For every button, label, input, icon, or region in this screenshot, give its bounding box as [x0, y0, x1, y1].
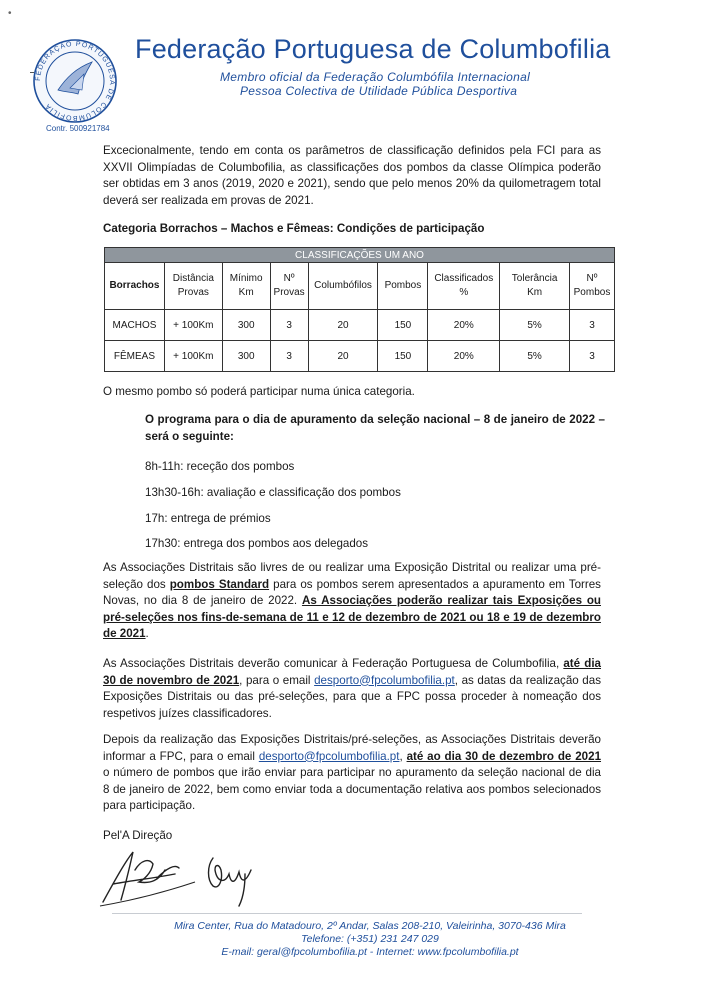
- header-cell: Distância Provas: [164, 263, 222, 310]
- table-cell: 150: [378, 341, 428, 372]
- footer-address: Mira Center, Rua do Matadouro, 2º Andar, Salas 208-210, Valeirinha, 3070-436 Mira: [174, 920, 566, 932]
- exhibitions-paragraph: As Associações Distritais são livres de ou realizar uma Exposição Distrital ou realizar uma pré-seleção dos pombos Standard para os pombos serem apresentados a apuramento em Torres Novas, no dia 8 de janeiro de 2022. As Associações poderão realizar tais Exposições ou pré-seleções nos fins-de-semana de 11 e 12 de dezembro de 2021 ou 18 e 19 de dezembro de 2021.: [103, 561, 601, 641]
- email-link[interactable]: desporto@fpcolumbofilia.pt: [258, 749, 400, 763]
- table-banner: CLASSIFICAÇÕES UM ANO: [105, 248, 615, 263]
- header-cell: Columbófilos: [308, 263, 378, 310]
- signature-label: Pel'A Direção: [103, 829, 173, 842]
- schedule-item: 8h-11h: receção dos pombos: [145, 460, 295, 473]
- handwritten-signature: [95, 840, 295, 910]
- intro-paragraph: Excecionalmente, tendo em conta os parâmetros de classificação definidos pela FCI para as XXVII Olimpíadas de Columbofilia, as classificações dos pombos da classe Olímpica poderão ser obtidas em 3 anos (2019, 2020 e 2021), sendo que pelo menos 20% da quilometragem total deverá ser realizada em provas de 2021.: [103, 144, 601, 207]
- table-row-femeas: [105, 341, 615, 372]
- standard-pigeons-emphasis: pombos Standard: [169, 577, 270, 591]
- schedule-item: 17h: entrega de prémios: [145, 512, 271, 525]
- table-cell: 3: [270, 341, 308, 372]
- table-cell: 20%: [428, 310, 500, 341]
- footer-phone: Telefone: (+351) 231 247 029: [301, 933, 439, 945]
- deadline-emphasis: até dia 30 de novembro de 2021: [103, 657, 601, 687]
- svg-text:FEDERAÇÃO PORTUGUESA DE COLUMB: FEDERAÇÃO PORTUGUESA DE COLUMBOFILIA: [34, 40, 116, 122]
- header-cell: Borrachos: [105, 263, 165, 310]
- single-category-note: O mesmo pombo só poderá participar numa única categoria.: [103, 385, 415, 398]
- header-cell: Tolerância Km: [500, 263, 570, 310]
- table-cell: MACHOS: [105, 310, 165, 341]
- table-cell: + 100Km: [164, 310, 222, 341]
- header-cell: Mínimo Km: [222, 263, 270, 310]
- table-cell: 3: [569, 341, 614, 372]
- corner-mark: •: [8, 8, 12, 19]
- table-cell: 20: [308, 341, 378, 372]
- schedule-item: 17h30: entrega dos pombos aos delegados: [145, 537, 369, 550]
- table-cell: 300: [222, 310, 270, 341]
- footer-divider: [112, 913, 582, 914]
- category-title: Categoria Borrachos – Machos e Fêmeas: Condições de participação: [103, 222, 485, 235]
- table-header-row: [105, 263, 615, 310]
- organization-subtitle-1: Membro oficial da Federação Columbófila Internacional: [220, 70, 531, 84]
- federation-logo: [32, 38, 118, 124]
- header-cell: Nº Pombos: [569, 263, 614, 310]
- table-cell: 20: [308, 310, 378, 341]
- program-title: O programa para o dia de apuramento da seleção nacional – 8 de janeiro de 2022 – será o seguinte:: [145, 413, 605, 443]
- table-cell: 300: [222, 341, 270, 372]
- table-cell: 150: [378, 310, 428, 341]
- organization-title: Federação Portuguesa de Columbofilia: [135, 34, 611, 64]
- table-row-machos: [105, 310, 615, 341]
- header-cell: Classificados %: [428, 263, 500, 310]
- table-cell: 20%: [428, 341, 500, 372]
- table-cell: 3: [270, 310, 308, 341]
- table-cell: 5%: [500, 310, 570, 341]
- table-cell: FÊMEAS: [105, 341, 165, 372]
- email-link[interactable]: desporto@fpcolumbofilia.pt: [314, 673, 455, 687]
- table-cell: 5%: [500, 341, 570, 372]
- communication-paragraph: As Associações Distritais deverão comunicar à Federação Portuguesa de Columbofilia, até dia 30 de novembro de 2021, para o email desporto@fpcolumbofilia.pt, as datas da realização das Exposições Distritais ou das pré-seleções, para que a FPC possa proceder à nomeação dos respetivos juízes classificadores.: [103, 657, 601, 720]
- exhibition-dates-emphasis: As Associações poderão realizar tais Exposições ou pré-seleções nos fins-de-semana de 11 e 12 de dezembro de 2021 ou 18 e 19 de dezembro de 2021: [103, 594, 601, 641]
- classification-table: [104, 247, 615, 372]
- taxpayer-number: Contr. 500921784: [46, 124, 110, 133]
- deadline-emphasis: até ao dia 30 de dezembro de 2021: [406, 749, 602, 763]
- header-cell: Pombos: [378, 263, 428, 310]
- table-cell: 3: [569, 310, 614, 341]
- table-cell: + 100Km: [164, 341, 222, 372]
- schedule-item: 13h30-16h: avaliação e classificação dos pombos: [145, 486, 401, 499]
- footer-contacts: E-mail: geral@fpcolumbofilia.pt - Internet: www.fpcolumbofilia.pt: [221, 946, 519, 958]
- post-exhibition-paragraph: Depois da realização das Exposições Distritais/pré-seleções, as Associações Distritais deverão informar a FPC, para o email desporto@fpcolumbofilia.pt, até ao dia 30 de dezembro de 2021 o número de pombos que irão enviar para participar no apuramento da seleção nacional de dia 8 de janeiro de 2022, bem como enviar toda a documentação relativa aos pombos selecionados para participação.: [103, 733, 602, 813]
- header-cell: Nº Provas: [270, 263, 308, 310]
- organization-subtitle-2: Pessoa Colectiva de Utilidade Pública Desportiva: [240, 84, 518, 98]
